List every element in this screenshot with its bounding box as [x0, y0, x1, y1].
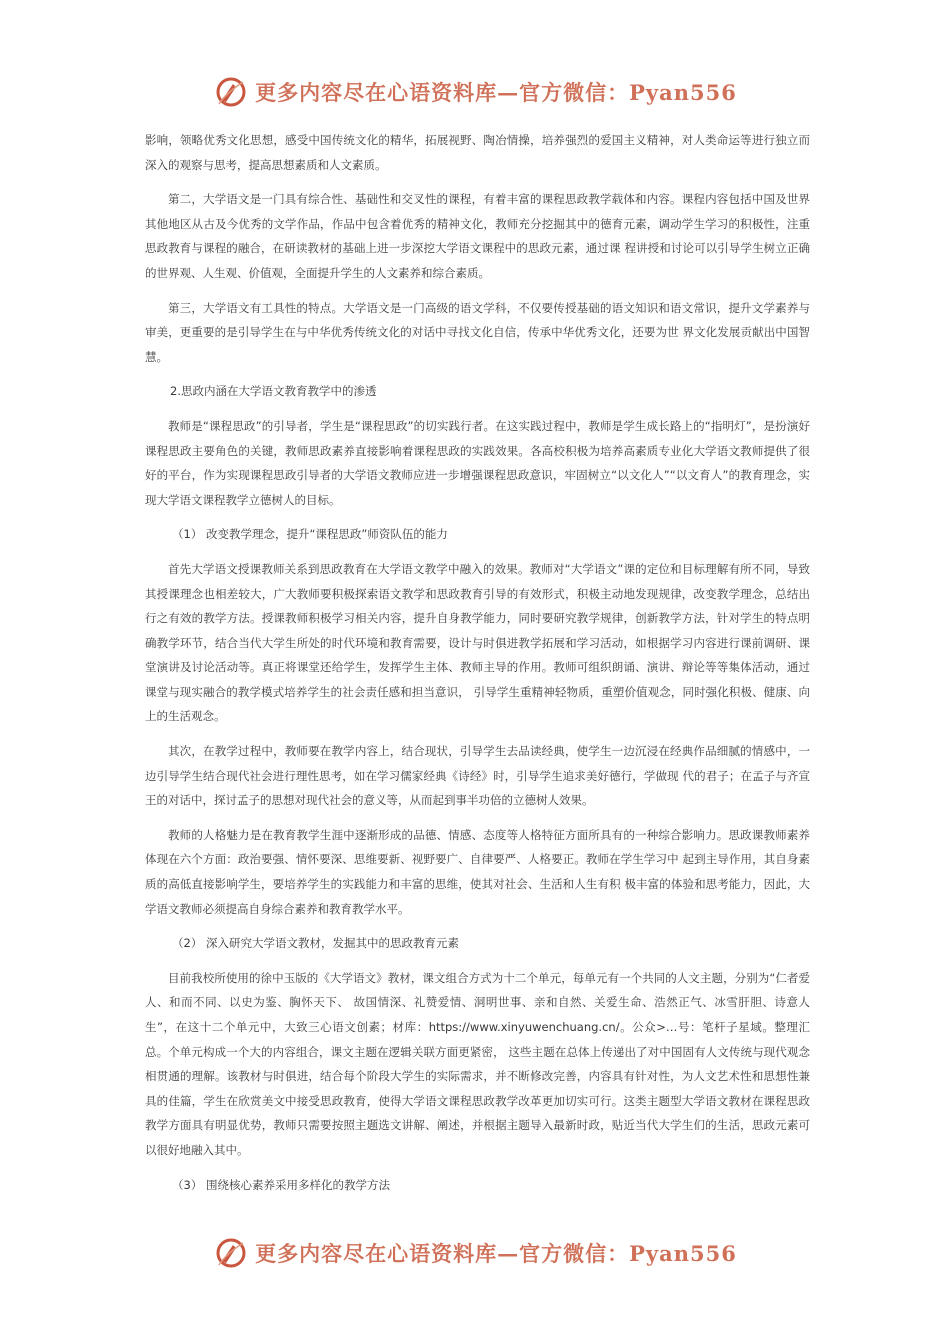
subsection-heading: （3） 围绕核心素养采用多样化的教学方法 — [172, 1177, 390, 1192]
paragraph: 其次，在教学过程中，教师要在教学内容上，结合现状，引导学生去品读经典，使学生一边沉浸在经典作品细腻的情感中，一边引导学生结合现代社会进行理性思考，如在学习儒家经典《诗经》时，引导学生追求美好德行，学做现 代的君子；在孟子与齐宣王的对话中，探讨孟子的思想对现代社会的意义等，从而起到事半功倍的立德树人效果。 — [145, 744, 810, 808]
paragraph: 首先大学语文授课教师关系到思政教育在大学语文教学中融入的效果。教师对“大学语文”课的定位和目标理解有所不同，导致其授课理念也相差较大，广大教师要积极探索语文教学和思政教育引导的有效形式，积极主动地发现规律，改变教学理念，总结出行之有效的教学方法。授课教师积极学习相关内容，提升自身教学能力，同时要研究教学规律，创新教学方法，针对学生的特点明确教学环节，结合当代大学生所处的时代环境和教育需要，设计与时俱进教学拓展和学习活动，如根据学习内容进行课前调研、课堂演讲及讨论活动等。真正将课堂还给学生，发挥学生主体、教师主导的作用。教师可组织朗诵、演讲、辩论等等集体活动，通过课堂与现实融合的教学模式培养学生的社会责任感和担当意识， 引导学生重精神轻物质，重塑价值观念，同时强化积极、健康、向上的生活观念。 — [145, 561, 810, 724]
footer-banner — [0, 1233, 950, 1273]
section-heading: 2.思政内涵在大学语文教育教学中的渗透 — [170, 384, 377, 399]
paragraph: 目前我校所使用的徐中玉版的《大学语文》教材，课文组合方式为十二个单元，每单元有一个共同的人文主题，分别为“仁者爱人、和而不同、以史为鉴、胸怀天下、 故国情深、礼赞爱情、洞明世事、亲和自然、关爱生命、浩然正气、冰雪肝胆、诗意人生”，在这十二个单元中，大致三心语文创素；材库：https://www.xinyuwenchuang.cn/。公众>…号：笔杆子星域。整理汇总。个单元构成一个大的内容组合，课文主题在逻辑关联方面更紧密， 这些主题在总体上传递出了对中国固有人文传统与现代观念相贯通的理解。该教材与时俱进，结合每个阶段大学生的实际需求，并不断修改完善，内容具有针对性，为人文艺术性和思想性兼具的佳篇，学生在欣赏美文中接受思政教育，使得大学语文课程思政教学改革更加切实可行。这类主题型大学语文教材在课程思政教学方面具有明显优势，教师只需要按照主题选文讲解、阐述，并根据主题导入最新时政，贴近当代大学生们的生活，思政元素可以很好地融入其中。 — [145, 970, 810, 1157]
subsection-heading: （1） 改变教学理念，提升“课程思政”师资队伍的能力 — [172, 527, 448, 542]
header-banner — [0, 72, 950, 112]
logo-icon — [213, 1235, 249, 1271]
logo-icon — [213, 74, 249, 110]
paragraph: 第三，大学语文有工具性的特点。大学语文是一门高级的语文学科，不仅要传授基础的语文知识和语文常识，提升文学素养与审美，更重要的是引导学生在与中华优秀传统文化的对话中寻找文化自信，传承中华优秀文化，还要为世 界文化发展贡献出中国智慧。 — [145, 300, 810, 364]
paragraph: 第二，大学语文是一门具有综合性、基础性和交叉性的课程，有着丰富的课程思政教学载体和内容。课程内容包括中国及世界其他地区从古及今优秀的文学作品，作品中包含着优秀的精神文化，教师充分挖掘其中的德育元素，调动学生学习的积极性，注重思政教育与课程的融合，在研读教材的基础上进一步深挖大学语文课程中的思政元素，通过课 程讲授和讨论可以引导学生树立正确的世界观、人生观、价值观，全面提升学生的人文素养和综合素质。 — [145, 192, 810, 280]
document-body — [145, 128, 810, 1197]
subsection-heading: （2） 深入研究大学语文教材，发掘其中的思政教育元素 — [172, 936, 459, 951]
paragraph: 教师的人格魅力是在教育教学生涯中逐渐形成的品德、情感、态度等人格特征方面所具有的一种综合影响力。思政课教师素养体现在六个方面：政治要强、情怀要深、思维要新、视野要广、自律要严、人格要正。教师在学生学习中 起到主导作用，其自身素质的高低直接影响学生，要培养学生的实践能力和丰富的思维，使其对社会、生活和人生有积 极丰富的体验和思考能力，因此，大学语文教师必须提高自身综合素养和教育教学水平。 — [145, 827, 810, 916]
paragraph: 教师是“课程思政”的引导者，学生是“课程思政”的切实践行者。在这实践过程中，教师是学生成长路上的“指明灯”，是扮演好课程思政主要角色的关键，教师思政素养直接影响着课程思政的实践效果。各高校积极为培养高素质专业化大学语文教师提供了很好的平台，作为实现课程思政引导者的大学语文教师应进一步增强课程思政意识，牢固树立“以文化人”“以文育人”的教育理念，实现大学语文课程教学立德树人的目标。 — [145, 418, 810, 507]
banner-text: 更多内容尽在心语资料库—官方微信：Pyan556 — [255, 1241, 737, 1266]
banner-text: 更多内容尽在心语资料库—官方微信：Pyan556 — [255, 80, 737, 105]
paragraph: 影响，领略优秀文化思想，感受中国传统文化的精华，拓展视野、陶冶情操，培养强烈的爱国主义精神，对人类命运等进行独立而深入的观察与思考，提高思想素质和人文素质。 — [145, 133, 810, 172]
